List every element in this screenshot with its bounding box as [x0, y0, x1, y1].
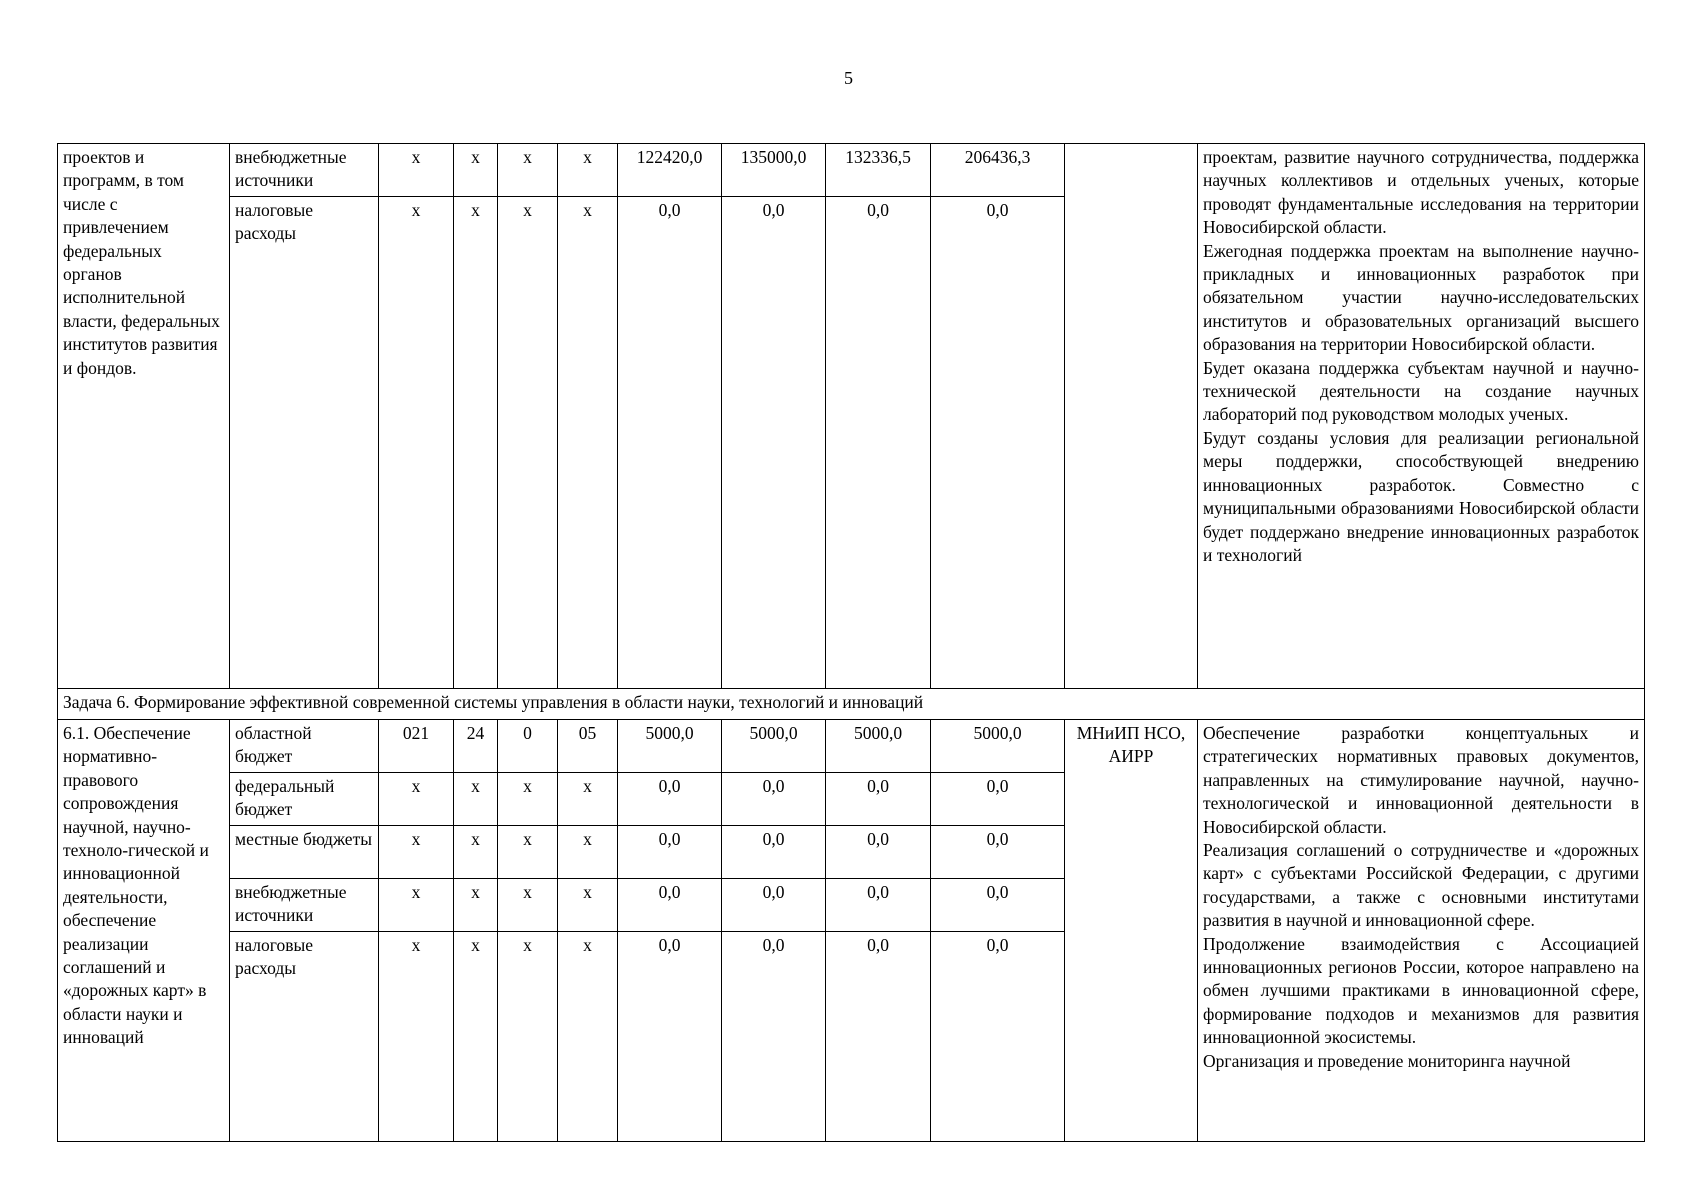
code-cell: x — [558, 826, 618, 879]
code-cell: 24 — [454, 720, 498, 773]
code-cell: x — [558, 879, 618, 932]
code-cell: x — [454, 826, 498, 879]
result-paragraph: проектам, развитие научного сотрудничества, поддержка научных коллективов и отдельных ученых, которые проводят фундаментальные исследования на территории Новосибирской области. — [1203, 147, 1639, 238]
amount-cell: 0,0 — [826, 197, 931, 689]
code-cell: x — [558, 197, 618, 689]
amount-cell: 0,0 — [722, 826, 826, 879]
amount-cell: 0,0 — [722, 197, 826, 689]
funding-source-cell: федеральный бюджет — [230, 773, 379, 826]
funding-source-cell: налоговые расходы — [230, 197, 379, 689]
funding-source-cell: налоговые расходы — [230, 932, 379, 1142]
amount-cell: 0,0 — [931, 879, 1065, 932]
amount-cell: 0,0 — [722, 932, 826, 1142]
amount-cell: 132336,5 — [826, 144, 931, 197]
result-paragraph: Продолжение взаимодействия с Ассоциацией инновационных регионов России, которое направлено на обмен лучшими практиками в инновационной сфере, формирование подходов и механизмов для развития инновационной экосистемы. — [1203, 933, 1639, 1048]
amount-cell: 5000,0 — [931, 720, 1065, 773]
amount-cell: 0,0 — [826, 773, 931, 826]
result-paragraph: Будет оказана поддержка субъектам научной и научно-технической деятельности на создание научных лабораторий под руководством молодых ученых. — [1203, 357, 1639, 425]
amount-cell: 0,0 — [931, 197, 1065, 689]
code-cell: x — [454, 879, 498, 932]
funding-source-cell: местные бюджеты — [230, 826, 379, 879]
amount-cell: 0,0 — [931, 773, 1065, 826]
code-cell: x — [498, 879, 558, 932]
amount-cell: 0,0 — [722, 773, 826, 826]
code-cell: x — [498, 932, 558, 1142]
amount-cell: 0,0 — [826, 879, 931, 932]
table-row — [58, 144, 1645, 197]
amount-cell: 0,0 — [826, 932, 931, 1142]
amount-cell: 206436,3 — [931, 144, 1065, 197]
amount-cell: 0,0 — [722, 879, 826, 932]
measure-name-cell: 6.1. Обеспечение нормативно-правового сопровождения научной, научно-техноло-гической и инновационной деятельности, обеспечение реализации соглашений и «дорожных карт» в области науки и инноваций — [58, 720, 230, 1142]
code-cell: x — [454, 932, 498, 1142]
program-measures-table — [57, 143, 1645, 1142]
code-cell: x — [379, 144, 454, 197]
result-paragraph: Реализация соглашений о сотрудничестве и «дорожных карт» с субъектами Российской Федерации, с другими государствами, а также с основными институтами развития в научной и инновационной сфере. — [1203, 840, 1639, 931]
code-cell: 05 — [558, 720, 618, 773]
funding-source-cell: внебюджетные источники — [230, 879, 379, 932]
amount-cell: 5000,0 — [722, 720, 826, 773]
amount-cell: 0,0 — [931, 826, 1065, 879]
code-cell: x — [498, 773, 558, 826]
code-cell: x — [558, 932, 618, 1142]
code-cell: x — [454, 144, 498, 197]
expected-result-cell — [1198, 720, 1645, 1142]
amount-cell: 0,0 — [618, 773, 722, 826]
code-cell: x — [379, 932, 454, 1142]
measure-name-cell: проектов и программ, в том числе с привлечением федеральных органов исполнительной власти, федеральных институтов развития и фондов. — [58, 144, 230, 689]
funding-source-cell: внебюджетные источники — [230, 144, 379, 197]
amount-cell: 0,0 — [618, 826, 722, 879]
result-paragraph: Организация и проведение мониторинга научной — [1203, 1050, 1571, 1071]
code-cell: x — [379, 197, 454, 689]
amount-cell: 0,0 — [826, 826, 931, 879]
code-cell: x — [454, 773, 498, 826]
executor-cell — [1065, 144, 1198, 689]
amount-cell: 122420,0 — [618, 144, 722, 197]
code-cell: x — [379, 826, 454, 879]
code-cell: x — [454, 197, 498, 689]
result-paragraph: Обеспечение разработки концептуальных и стратегических нормативных правовых документов, направленных на стимулирование научной, научно-технологической и инновационной деятельности в Новосибирской области. — [1203, 723, 1639, 837]
code-cell: x — [498, 826, 558, 879]
table-row — [58, 720, 1645, 773]
code-cell: x — [379, 879, 454, 932]
code-cell: x — [558, 773, 618, 826]
expected-result-cell — [1198, 144, 1645, 689]
amount-cell: 0,0 — [618, 932, 722, 1142]
amount-cell: 135000,0 — [722, 144, 826, 197]
page-number: 5 — [844, 68, 853, 88]
code-cell: x — [379, 773, 454, 826]
amount-cell: 0,0 — [618, 197, 722, 689]
code-cell: 021 — [379, 720, 454, 773]
code-cell: x — [498, 197, 558, 689]
task-heading: Задача 6. Формирование эффективной современной системы управления в области науки, технологий и инноваций — [58, 689, 1645, 720]
table-row — [58, 689, 1645, 720]
result-paragraph: Ежегодная поддержка проектам на выполнение научно-прикладных и инновационных разработок при обязательном участии научно-исследовательских институтов и образовательных организаций высшего образования на территории Новосибирской области. — [1203, 240, 1639, 355]
amount-cell: 0,0 — [618, 879, 722, 932]
result-paragraph: Будут созданы условия для реализации региональной меры поддержки, способствующей внедрению инновационных разработок. Совместно с муниципальными образованиями Новосибирской области будет поддержано внедрение инновационных разработок и технологий — [1203, 427, 1639, 565]
amount-cell: 5000,0 — [826, 720, 931, 773]
funding-source-cell: областной бюджет — [230, 720, 379, 773]
amount-cell: 0,0 — [931, 932, 1065, 1142]
amount-cell: 5000,0 — [618, 720, 722, 773]
code-cell: x — [498, 144, 558, 197]
code-cell: 0 — [498, 720, 558, 773]
executor-cell: МНиИП НСО, АИРР — [1065, 720, 1198, 1142]
code-cell: x — [558, 144, 618, 197]
